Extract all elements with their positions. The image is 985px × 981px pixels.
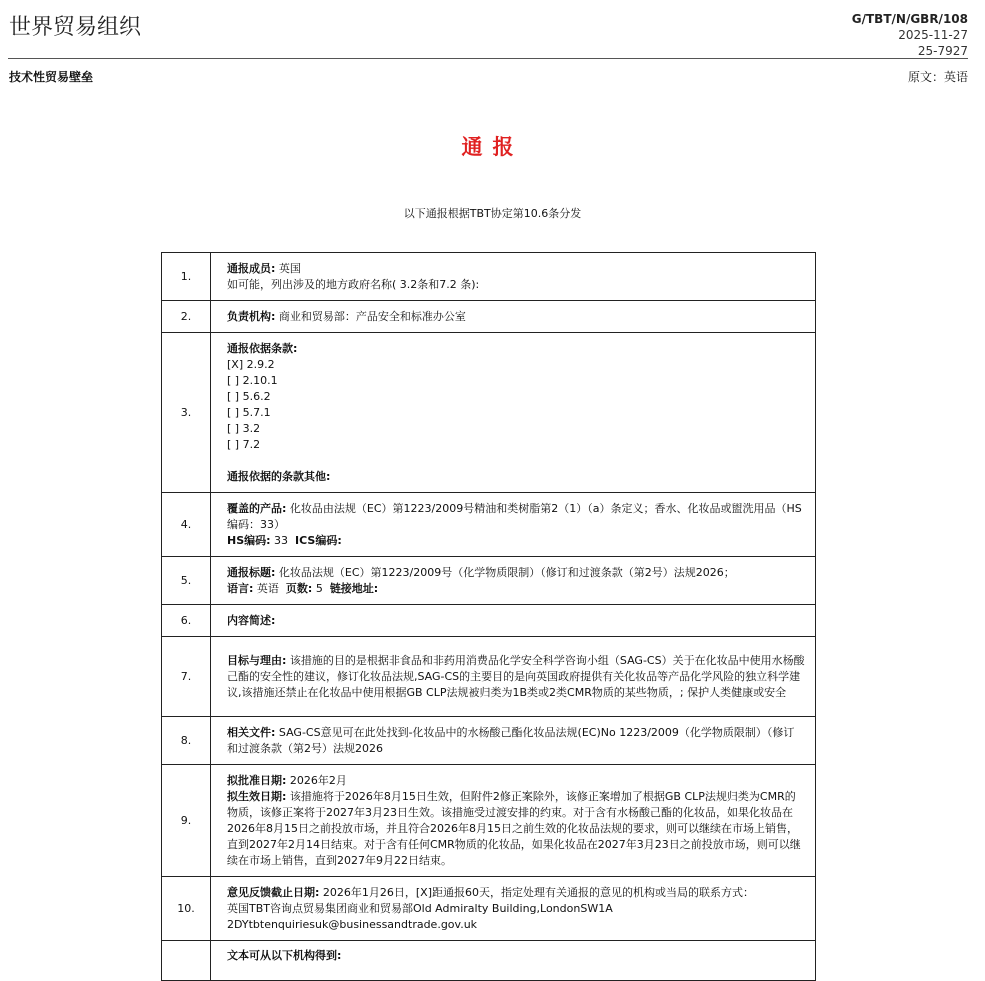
document-date: 2025-11-27 [898, 28, 968, 42]
field-label: 相关文件: [227, 725, 276, 739]
table-row [162, 717, 816, 765]
row-content [211, 253, 816, 301]
article-option: [ ] 5.6.2 [227, 389, 271, 403]
field-value: 33 [274, 533, 289, 547]
org-name: 世界贸易组织 [9, 15, 142, 40]
field-label: 负责机构: [227, 309, 276, 323]
field-value: 2026年1月26日，[X]距通报60天，指定处理有关通报的意见的机构或当局的联系方式： [322, 885, 755, 899]
row-number [162, 941, 211, 981]
field-label: 目标与理由: [227, 653, 287, 667]
table-row [162, 493, 816, 557]
row-number: 8. [162, 717, 211, 765]
table-row [162, 301, 816, 333]
field-value: 该措施的目的是根据非食品和非药用消费品化学安全科学咨询小组（SAG-CS）关于在化妆品中使用水杨酸己酯的安全性的建议，修订化妆品法规,SAG-CS的主要目的是向英国政府提供有关化妆品等产品化学风险的独立科学建议,该措施还禁止在化妆品中使用根据GB CLP法规被归类为1B类或2类CMR物质的某些物质，; 保护人类健康或安全 [227, 653, 805, 699]
field-label: 语言: [227, 581, 254, 595]
row-content [211, 493, 816, 557]
table-row [162, 557, 816, 605]
committee-name: 技术性贸易壁垒 [9, 70, 94, 84]
field-value: 化妆品法规（EC）第1223/2009号（化学物质限制）（修订和过渡条款（第2号）法规2026； [278, 565, 735, 579]
field-label: 通报标题: [227, 565, 276, 579]
original-language: 原文：英语 [907, 70, 968, 84]
row-content [211, 941, 816, 981]
row-number: 3. [162, 333, 211, 493]
notification-table [161, 252, 816, 981]
field-label: HS编码: [227, 533, 271, 547]
field-label: 页数: [285, 581, 313, 595]
row-number: 10. [162, 877, 211, 941]
field-value: 5 [315, 581, 323, 595]
row-number: 2. [162, 301, 211, 333]
article-option: [ ] 3.2 [227, 421, 261, 435]
table-row [162, 253, 816, 301]
table-row [162, 605, 816, 637]
field-label: 通报成员: [227, 261, 276, 275]
field-value: 该措施将于2026年8月15日生效，但附件2修正案除外，该修正案增加了根据GB CLP法规归类为CMR的物质，该修正案将于2027年3月23日生效。该措施受过渡安排的约束。对于含有水杨酸己酯的化妆品，如果化妆品在2026年8月15日之前投放市场，并且符合2026年8月15日之前生效的化妆品法规的要求，则可以继续在市场上销售，直到2027年2月14日结束。对于含有任何CMR物质的化妆品，如果化妆品在2027年3月23日之前投放市场，则可以继续在市场上销售，直到2027年9月22日结束。 [227, 789, 801, 867]
table-row [162, 941, 816, 981]
field-label: 文本可从以下机构得到: [227, 949, 342, 962]
field-label: 链接地址: [329, 581, 379, 595]
field-label: 内容简述: [227, 613, 276, 627]
document-meta [852, 11, 968, 59]
row-number: 6. [162, 605, 211, 637]
field-label: ICS编码: [295, 533, 342, 547]
field-value: SAG-CS意见可在此处找到-化妆品中的水杨酸己酯化妆品法规(EC)No 1223/2009（化学物质限制）（修订和过渡条款（第2号）法规2026 [227, 725, 795, 755]
header-divider [8, 58, 968, 59]
table-row [162, 637, 816, 717]
row-content [211, 605, 816, 637]
row-content [211, 717, 816, 765]
field-label: 拟批准日期: [227, 773, 287, 787]
article-option: [ ] 5.7.1 [227, 405, 271, 419]
field-value: 英语 [256, 581, 279, 595]
table-row [162, 877, 816, 941]
table-row [162, 333, 816, 493]
row-content [211, 301, 816, 333]
row-content [211, 333, 816, 493]
field-label: 拟生效日期: [227, 789, 287, 803]
field-label: 覆盖的产品: [227, 501, 287, 515]
row-content [211, 877, 816, 941]
row-content [211, 765, 816, 877]
row-number: 5. [162, 557, 211, 605]
row-number: 1. [162, 253, 211, 301]
document-symbol: G/TBT/N/GBR/108 [851, 12, 968, 26]
field-label: 意见反馈截止日期: [227, 885, 320, 899]
field-value: 商业和贸易部：产品安全和标准办公室 [278, 309, 466, 323]
row-number: 9. [162, 765, 211, 877]
field-label: 通报依据条款: [227, 341, 298, 355]
notification-subtitle: 以下通报根据TBT协定第10.6条分发 [403, 207, 582, 220]
contact-email: 2DYtbtenquiriesuk@businessandtrade.gov.uk [227, 917, 478, 931]
field-note: 如可能，列出涉及的地方政府名称( 3.2条和7.2 条): [227, 277, 480, 291]
document-ref-number: 25-7927 [917, 44, 968, 58]
field-value: 化妆品由法规（EC）第1223/2009号精油和类树脂第2（1）（a）条定义；香水、化妆品或盥洗用品（HS编码：33） [227, 501, 802, 531]
field-value: 英国 [278, 261, 301, 275]
row-number: 4. [162, 493, 211, 557]
row-content [211, 557, 816, 605]
article-option: [ ] 2.10.1 [227, 373, 278, 387]
article-option: [X] 2.9.2 [227, 357, 275, 371]
table-row [162, 765, 816, 877]
contact-address: 英国TBT咨询点贸易集团商业和贸易部Old Admiralty Building,LondonSW1A [227, 901, 613, 915]
field-value: 2026年2月 [289, 773, 347, 787]
article-option: [ ] 7.2 [227, 437, 261, 451]
row-content [211, 637, 816, 717]
notification-title: 通报 [461, 135, 524, 159]
field-label: 通报依据的条款其他: [227, 469, 331, 483]
row-number: 7. [162, 637, 211, 717]
